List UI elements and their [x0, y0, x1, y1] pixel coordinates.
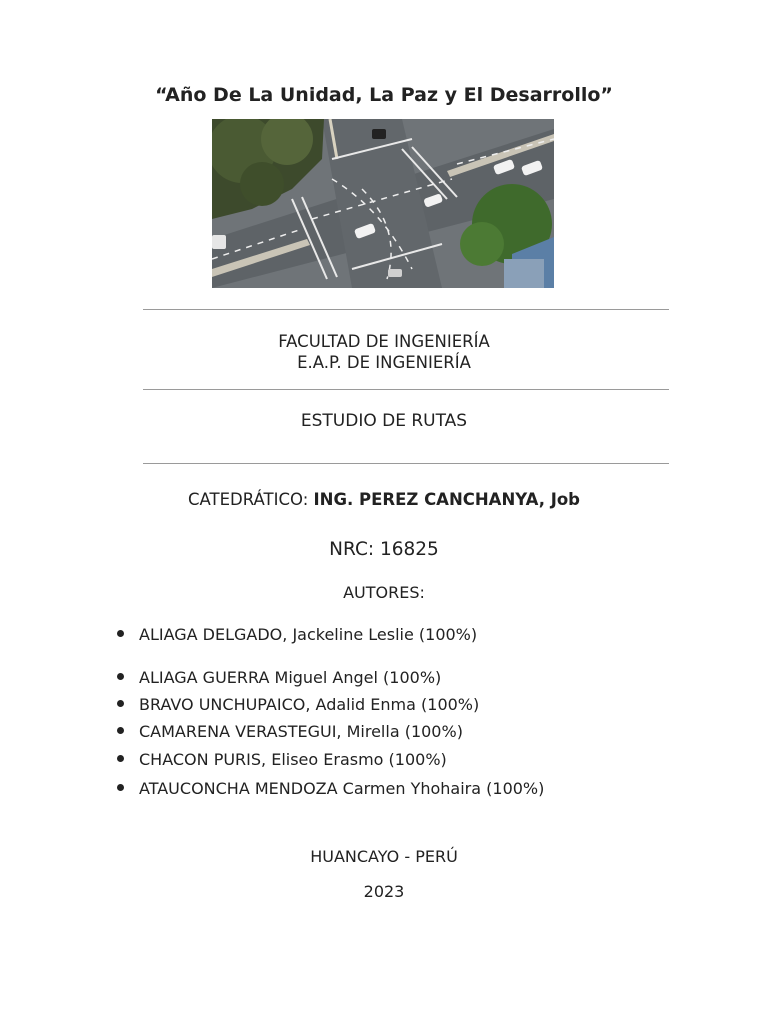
author-item: ATAUCONCHA MENDOZA Carmen Yhohaira (100%)	[117, 779, 544, 798]
catedratico-label: CATEDRÁTICO:	[188, 490, 309, 509]
bullet-icon	[117, 727, 124, 734]
divider	[143, 309, 669, 310]
faculty-name: FACULTAD DE INGENIERÍA	[278, 332, 490, 351]
bullet-icon	[117, 700, 124, 707]
bullet-icon	[117, 755, 124, 762]
bullet-icon	[117, 784, 124, 791]
authors-heading: AUTORES:	[343, 583, 425, 602]
catedratico-line	[0, 490, 768, 509]
catedratico-name: ING. PEREZ CANCHANYA, Job	[313, 490, 580, 509]
author-item: CAMARENA VERASTEGUI, Mirella (100%)	[117, 722, 463, 741]
subject-title: ESTUDIO DE RUTAS	[300, 411, 468, 431]
author-item: BRAVO UNCHUPAICO, Adalid Enma (100%)	[117, 695, 479, 714]
intersection-aerial-photo	[212, 119, 554, 288]
school-name: E.A.P. DE INGENIERÍA	[297, 353, 471, 372]
bullet-icon	[117, 673, 124, 680]
divider	[143, 463, 669, 464]
divider	[143, 389, 669, 390]
nrc-code: NRC: 16825	[329, 539, 439, 560]
motto-heading: “Año De La Unidad, La Paz y El Desarrollo”	[155, 84, 613, 106]
place-label: HUANCAYO - PERÚ	[310, 847, 458, 866]
author-item: ALIAGA GUERRA Miguel Angel (100%)	[117, 668, 441, 687]
year-label: 2023	[363, 882, 405, 901]
author-item: CHACON PURIS, Eliseo Erasmo (100%)	[117, 750, 447, 769]
faculty-block	[0, 331, 768, 373]
bullet-icon	[117, 630, 124, 637]
author-item: ALIAGA DELGADO, Jackeline Leslie (100%)	[117, 625, 477, 644]
